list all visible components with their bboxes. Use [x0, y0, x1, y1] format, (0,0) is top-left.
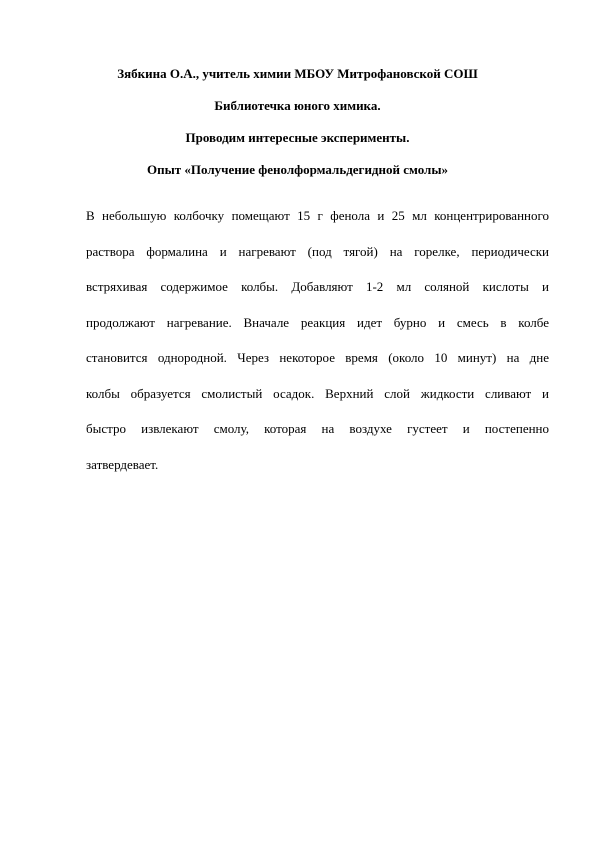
paragraph-line: затвердевает. — [86, 456, 159, 472]
series-title: Библиотечка юного химика. — [214, 98, 381, 113]
paragraph-line: В небольшую колбочку помещают 15 г фенола и 25 мл концентрированного — [86, 208, 549, 223]
paragraph-line: становится однородной. Через некоторое время (около 10 минут) на дне — [86, 350, 549, 365]
paragraph-line: быстро извлекают смолу, которая на воздухе густеет и постепенно — [86, 421, 549, 436]
paragraph-line: раствора формалина и нагревают (под тягой) на горелке, периодически — [86, 243, 549, 259]
experiment-title: Опыт «Получение фенолформальдегидной смолы» — [147, 162, 448, 177]
paragraph-line: встряхивая содержимое колбы. Добавляют 1-2 мл соляной кислоты и — [86, 279, 549, 294]
document-header — [0, 66, 595, 194]
paragraph-line: колбы образуется смолистый осадок. Верхний слой жидкости сливают и — [86, 385, 549, 401]
author-line: Зябкина О.А., учитель химии МБОУ Митрофановской СОШ — [117, 66, 478, 81]
paragraph-line: продолжают нагревание. Вначале реакция идет бурно и смесь в колбе — [86, 314, 549, 330]
experiment-description — [86, 208, 549, 492]
section-title: Проводим интересные эксперименты. — [185, 130, 410, 145]
